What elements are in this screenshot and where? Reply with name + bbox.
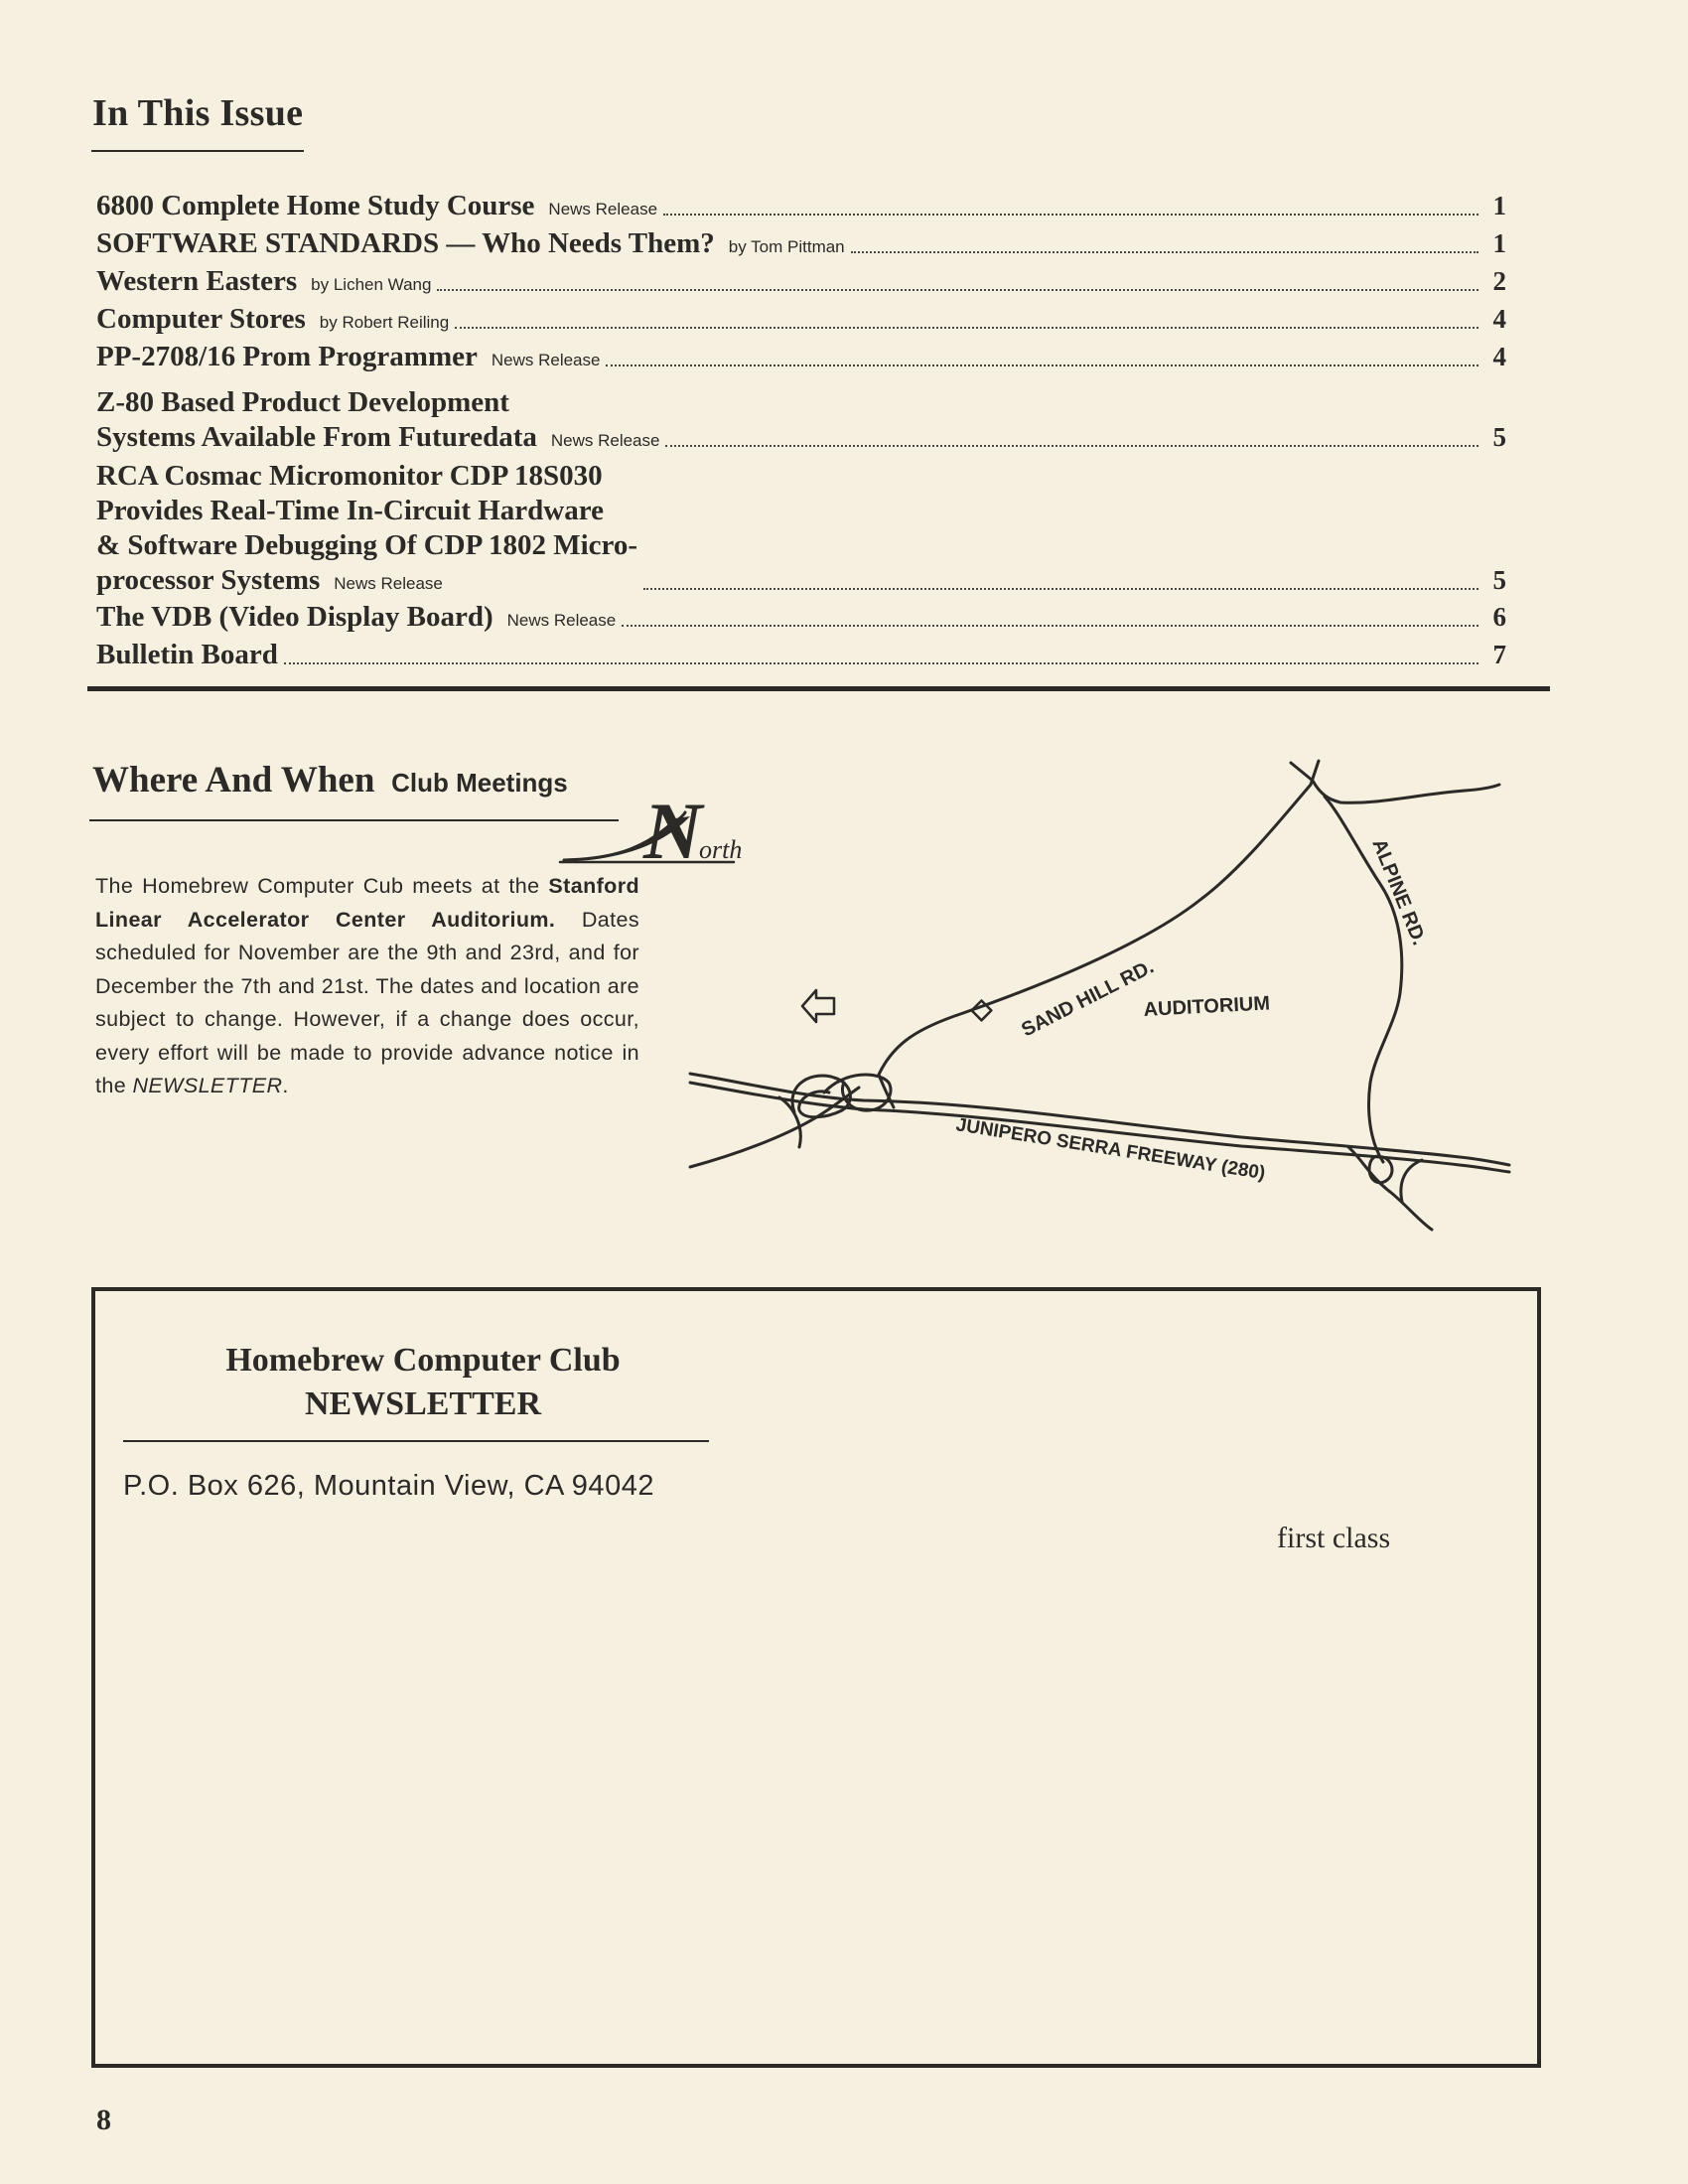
toc-dot-leader [643,588,1478,590]
alpine-road-line [1291,763,1499,802]
return-address: P.O. Box 626, Mountain View, CA 94042 [123,1470,654,1502]
toc-entry-credit: by Lichen Wang [311,275,432,294]
toc-entry-last-line [96,189,657,223]
toc-entry [96,600,1506,635]
toc-page-number: 5 [1492,565,1506,595]
toc-entry-title: The VDB (Video Display Board) [96,601,493,633]
sand-hill-road-label: SAND HILL RD. [1018,955,1158,1042]
toc-entry-last-line [96,600,616,635]
toc-page-number: 1 [1492,191,1506,220]
toc-entry [96,189,1506,223]
mailing-label-box [91,1287,1541,2068]
club-name-line: Homebrew Computer Club [225,1342,621,1379]
toc-entry-last-line [96,563,637,598]
page-number: 8 [96,2104,111,2136]
toc-entry-last-line [96,340,600,374]
toc-entry-credit: News Release [506,611,617,630]
toc-title-block [96,226,845,261]
where-and-when-subtitle: Club Meetings [391,768,568,798]
toc-entry-title: PP-2708/16 Prom Programmer [96,341,478,372]
section-divider [87,686,1550,691]
toc-title-block [96,600,616,635]
toc-dot-leader [284,662,1478,664]
toc-dot-leader [851,251,1478,253]
toc-entry [96,302,1506,337]
toc-entry [96,459,1506,598]
toc-entry-title: Provides Real-Time In-Circuit Hardware [96,495,604,526]
newsletter-reference: NEWSLETTER [132,1074,283,1097]
sand-hill-road-line [879,761,1319,1075]
toc-entry-title: Western Easters [96,265,298,297]
toc-entry-title: 6800 Complete Home Study Course [96,190,535,221]
toc-page-number: 1 [1492,228,1506,258]
toc-entry-title: Computer Stores [96,303,306,335]
toc-page-number: 7 [1492,640,1506,669]
toc-dot-leader [665,445,1478,447]
toc-page-number: 6 [1492,602,1506,632]
where-and-when-heading [92,759,568,801]
toc-title-block [96,189,657,223]
compass-label: orth [699,835,743,864]
toc-entry-title: & Software Debugging Of CDP 1802 Micro- [96,529,638,561]
alpine-road-label: ALPINE RD. [1367,835,1431,948]
toc-heading: In This Issue [92,92,304,134]
auditorium-arrow [802,990,834,1022]
meeting-location: Stanford Linear Accelerator Center Auditorium. [95,874,639,932]
toc-entry-credit: News Release [491,351,601,369]
toc-dot-leader [663,214,1478,216]
toc-entry-title: RCA Cosmac Micromonitor CDP 18S030 [96,460,603,492]
toc-entry-last-line [96,264,431,299]
toc-entry [96,638,1506,672]
meeting-info-text [95,870,639,1103]
toc-entry-title: Bulletin Board [96,639,278,670]
compass-letter: N [643,786,703,876]
toc-entry-title: processor Systems [96,564,321,596]
toc-entry-last-line [96,638,278,672]
toc-entry-credit: News Release [548,200,658,218]
toc-dot-leader [606,364,1478,366]
newsletter-name: NEWSLETTER [304,1385,542,1422]
auditorium-label: AUDITORIUM [1143,992,1271,1021]
toc-entry [96,385,1506,455]
location-map [643,755,1549,1251]
where-and-when-underline [89,819,619,821]
toc-entry-credit: by Robert Reiling [319,313,450,332]
toc-entry-title: Systems Available From Futuredata [96,421,537,453]
toc-title-block [96,340,600,374]
toc-entry-last-line [96,420,659,455]
club-name-underline [123,1440,709,1442]
toc-title-block [96,459,637,598]
toc-title-block [96,638,278,672]
toc-entry-credit: News Release [334,574,443,593]
toc-entry [96,340,1506,374]
toc-dot-leader [437,289,1478,291]
club-name [195,1339,651,1426]
toc-title-block [96,264,431,299]
toc-heading-underline [91,150,304,152]
toc-page-number: 2 [1492,266,1506,296]
meeting-info-intro: The Homebrew Computer Cub meets at the [95,874,549,898]
toc-entry [96,264,1506,299]
toc-dot-leader [622,625,1478,627]
toc-dot-leader [455,327,1478,329]
toc-entry-title: SOFTWARE STANDARDS — Who Needs Them? [96,227,715,259]
meeting-info-end: . [282,1074,289,1097]
toc-page-number: 4 [1492,304,1506,334]
toc-entry-credit: by Tom Pittman [728,237,845,256]
toc-entry-credit: News Release [550,431,660,450]
toc-page-number: 5 [1492,422,1506,452]
toc-entry-title: Z-80 Based Product Development [96,386,509,418]
where-and-when-title: Where And When [92,760,375,801]
freeway-label: JUNIPERO SERRA FREEWAY (280) [954,1114,1267,1185]
postage-class: first class [1277,1522,1391,1554]
toc-title-block [96,385,659,455]
toc-entry [96,226,1506,261]
toc-title-block [96,302,449,337]
toc-entry-last-line [96,302,449,337]
toc-page-number: 4 [1492,342,1506,371]
toc-entry-last-line [96,226,845,261]
meeting-info-details: Dates scheduled for November are the 9th and 23rd, and for December the 7th and 21st. The dates and location are subject to change. However, if a change does occur, every effort will be made to provide advance notice in the [95,907,639,1097]
